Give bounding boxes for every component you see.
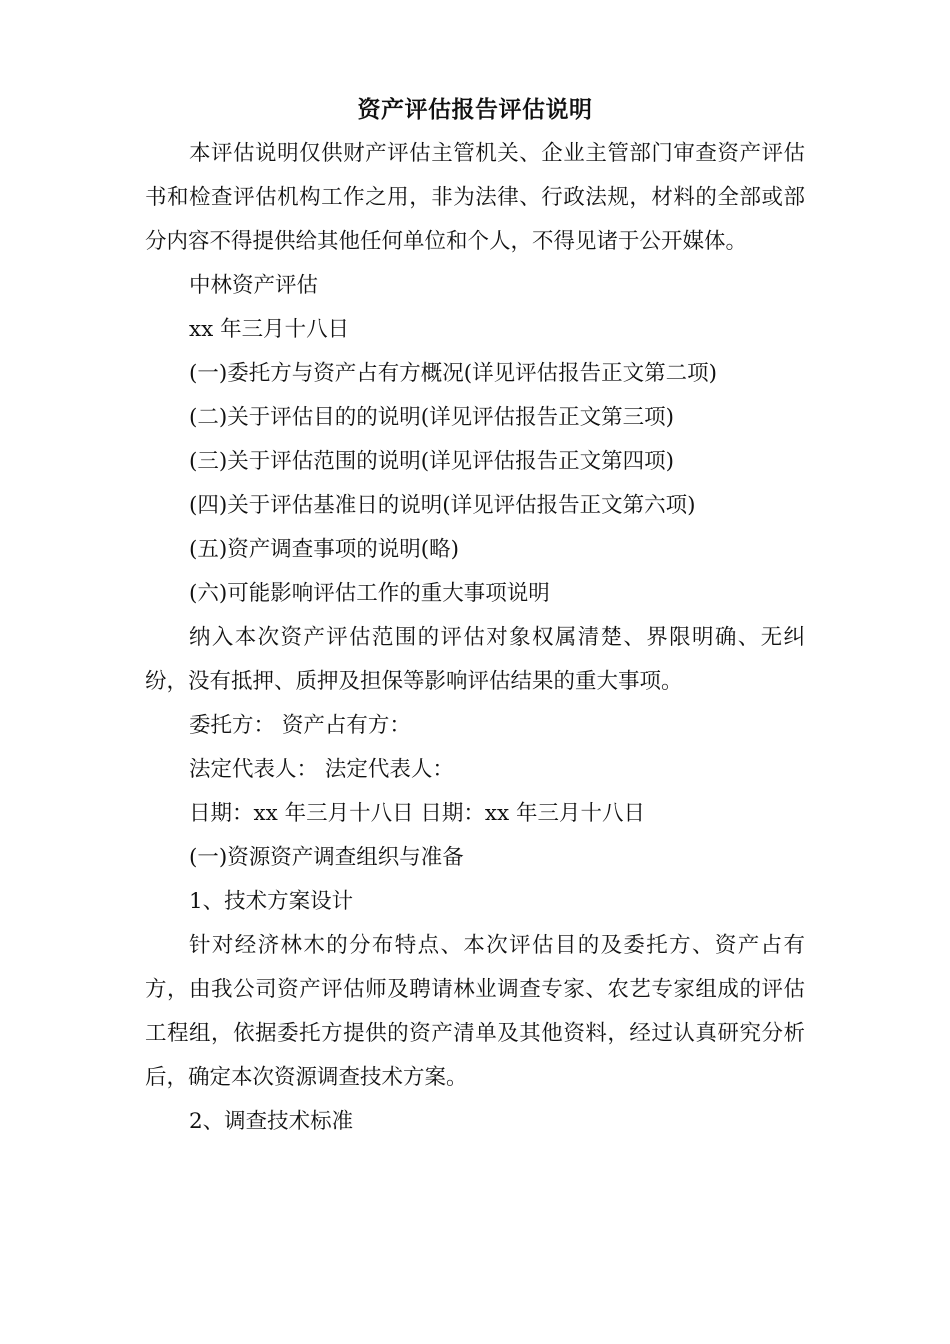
paragraph-technical-plan: 针对经济林木的分布特点、本次评估目的及委托方、资产占有方，由我公司资产评估师及聘请林业调查专家、农艺专家组成的评估工程组，依据委托方提供的资产清单及其他资料，经过认真研究分析后，确定本次资源调查技术方案。 bbox=[145, 933, 805, 1090]
signature-representatives: 法定代表人： 法定代表人： bbox=[189, 757, 454, 782]
paragraph-ownership: 纳入本次资产评估范围的评估对象权属清楚、界限明确、无纠纷，没有抵押、质押及担保等影响评估结果的重大事项。 bbox=[145, 625, 805, 694]
subsection-heading-2: 2、调查技术标准 bbox=[189, 1109, 354, 1134]
list-item-1: (一)委托方与资产占有方概况(详见评估报告正文第二项) bbox=[189, 361, 718, 386]
document-body bbox=[145, 88, 805, 1144]
section-heading-survey: (一)资源资产调查组织与准备 bbox=[189, 845, 464, 870]
document-title: 资产评估报告评估说明 bbox=[357, 96, 593, 123]
paragraph-issuer: 中林资产评估 bbox=[189, 273, 319, 298]
list-item-4: (四)关于评估基准日的说明(详见评估报告正文第六项) bbox=[189, 493, 696, 518]
list-item-2: (二)关于评估目的的说明(详见评估报告正文第三项) bbox=[189, 405, 675, 430]
list-item-3: (三)关于评估范围的说明(详见评估报告正文第四项) bbox=[189, 449, 675, 474]
signature-parties: 委托方： 资产占有方： bbox=[189, 713, 411, 738]
paragraph-issue-date: xx 年三月十八日 bbox=[189, 317, 350, 342]
list-item-5: (五)资产调查事项的说明(略) bbox=[189, 537, 460, 562]
list-item-6: (六)可能影响评估工作的重大事项说明 bbox=[189, 581, 550, 606]
signature-dates: 日期：xx 年三月十八日 日期：xx 年三月十八日 bbox=[189, 801, 646, 826]
paragraph-usage-notice: 本评估说明仅供财产评估主管机关、企业主管部门审查资产评估书和检查评估机构工作之用，非为法律、行政法规，材料的全部或部分内容不得提供给其他任何单位和个人，不得见诸于公开媒体。 bbox=[145, 141, 805, 254]
subsection-heading-1: 1、技术方案设计 bbox=[189, 889, 354, 914]
